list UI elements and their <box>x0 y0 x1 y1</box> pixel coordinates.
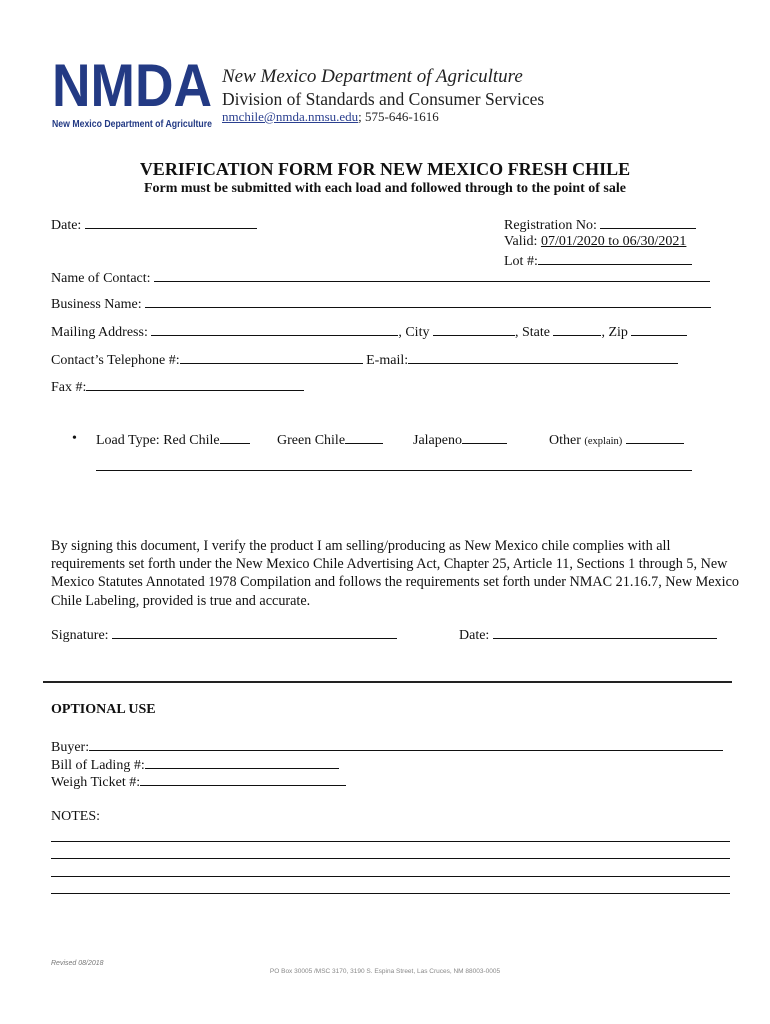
org-name: New Mexico Department of Agriculture <box>222 66 523 87</box>
telephone-label: Contact’s Telephone #: <box>51 353 180 368</box>
section-divider <box>43 681 732 683</box>
lot-label: Lot #: <box>504 254 538 269</box>
form-subtitle: Form must be submitted with each load and followed through to the point of sale <box>144 181 626 196</box>
green-chile-field[interactable] <box>345 431 383 444</box>
weigh-label: Weigh Ticket #: <box>51 775 141 790</box>
lot-row <box>504 252 692 270</box>
fax-label: Fax #: <box>51 380 87 395</box>
registration-field[interactable] <box>600 216 696 229</box>
notes-line[interactable] <box>51 858 730 859</box>
registration-label: Registration No: <box>504 218 597 233</box>
telephone-field[interactable] <box>180 351 363 364</box>
bullet-icon: • <box>72 431 77 446</box>
valid-label: Valid: <box>504 234 541 249</box>
other-explain-line[interactable] <box>96 470 692 471</box>
nmda-logo <box>52 52 222 132</box>
green-chile-row <box>277 431 383 449</box>
lot-field[interactable] <box>538 252 692 265</box>
contact-email-link[interactable]: nmchile@nmda.nmsu.edu <box>222 109 359 124</box>
registration-row <box>504 216 696 234</box>
valid-dates: 07/01/2020 to 06/30/2021 <box>540 234 687 249</box>
other-field[interactable] <box>626 431 684 444</box>
logo-subtext: New Mexico Department of Agriculture <box>52 118 213 130</box>
notes-label: NOTES: <box>51 809 100 824</box>
lading-row <box>51 756 339 774</box>
business-row <box>51 295 711 313</box>
signature-field[interactable] <box>112 626 397 639</box>
logo-wordmark: NMDA <box>52 52 212 119</box>
jalapeno-label: Jalapeno <box>413 433 462 448</box>
zip-label: , Zip <box>601 325 628 340</box>
other-row <box>549 431 684 449</box>
buyer-field[interactable] <box>89 738 723 751</box>
contact-name-label: Name of Contact: <box>51 271 151 286</box>
business-name-label: Business Name: <box>51 297 142 312</box>
notes-line[interactable] <box>51 841 730 842</box>
email-field[interactable] <box>408 351 678 364</box>
fax-row <box>51 378 304 396</box>
buyer-row <box>51 738 723 756</box>
state-field[interactable] <box>553 323 601 336</box>
footer-address: PO Box 30005 /MSC 3170, 3190 S. Espina Street, Las Cruces, NM 88003-0005 <box>269 968 501 975</box>
green-chile-label: Green Chile <box>277 433 346 448</box>
valid-row <box>504 234 686 250</box>
contact-line <box>222 109 439 125</box>
other-explain: (explain) <box>584 436 623 447</box>
red-chile-label: Load Type: Red Chile <box>96 433 220 448</box>
optional-use-heading: OPTIONAL USE <box>51 702 156 717</box>
revised-date: Revised 08/2018 <box>51 960 104 967</box>
notes-line[interactable] <box>51 876 730 877</box>
date-field[interactable] <box>85 216 257 229</box>
business-name-field[interactable] <box>145 295 711 308</box>
contact-row <box>51 269 710 287</box>
jalapeno-row <box>413 431 507 449</box>
red-chile-field[interactable] <box>220 431 250 444</box>
weigh-field[interactable] <box>140 773 346 786</box>
signature-date-label: Date: <box>459 628 490 643</box>
contact-phone: ; 575-646-1616 <box>358 109 439 124</box>
buyer-label: Buyer: <box>51 740 90 755</box>
city-field[interactable] <box>433 323 515 336</box>
date-label: Date: <box>51 218 82 233</box>
email-label: E-mail: <box>366 353 409 368</box>
load-type-row <box>96 431 250 449</box>
signature-date-row <box>459 626 717 644</box>
contact-name-field[interactable] <box>154 269 710 282</box>
form-title: VERIFICATION FORM FOR NEW MEXICO FRESH CHILE <box>139 159 631 179</box>
division-name: Division of Standards and Consumer Services <box>222 89 545 109</box>
signature-row <box>51 626 397 644</box>
telephone-row <box>51 351 678 369</box>
signature-date-field[interactable] <box>493 626 717 639</box>
signature-label: Signature: <box>51 628 109 643</box>
mailing-address-field[interactable] <box>151 323 398 336</box>
lading-field[interactable] <box>145 756 339 769</box>
other-label: Other <box>549 433 585 448</box>
state-label: , State <box>514 325 550 340</box>
date-row <box>51 216 257 234</box>
weigh-row <box>51 773 346 791</box>
fax-field[interactable] <box>86 378 304 391</box>
notes-line[interactable] <box>51 893 730 894</box>
mailing-address-label: Mailing Address: <box>51 325 148 340</box>
city-label: , City <box>398 325 430 340</box>
lading-label: Bill of Lading #: <box>51 758 145 773</box>
mailing-row <box>51 323 687 341</box>
jalapeno-field[interactable] <box>462 431 507 444</box>
zip-field[interactable] <box>631 323 687 336</box>
declaration-paragraph: By signing this document, I verify the product I am selling/producing as New Mexico chile complies with all requirements set forth under the New Mexico Chile Advertising Act, Chapter 25, Article 11, Sections 1 through 5, New Mexico Statutes Annotated 1978 Compilation and follows the requirements set forth under NMAC 21.16.7, New Mexico Chile Labeling, provided is true and accurate. <box>51 538 739 609</box>
